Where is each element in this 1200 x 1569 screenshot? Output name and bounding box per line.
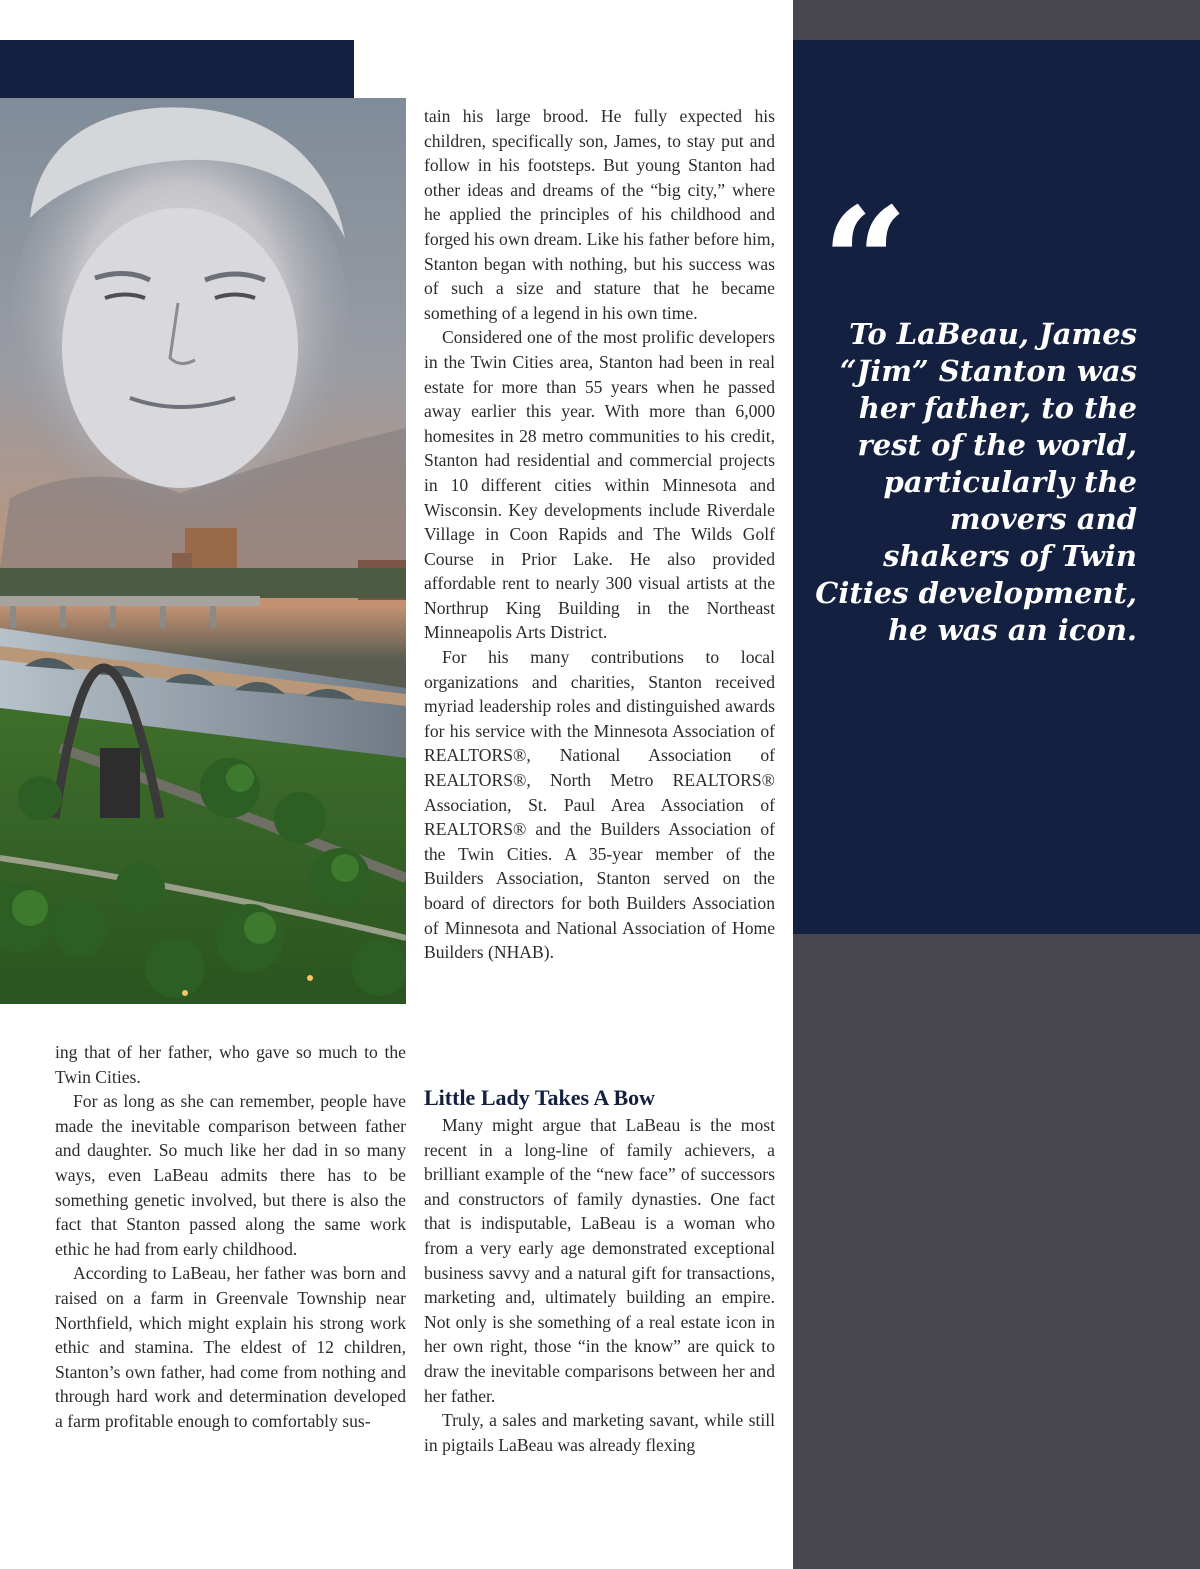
quote-mark-icon: “	[822, 175, 909, 351]
article-column-middle-bottom	[424, 1113, 775, 1457]
paragraph: For his many contributions to local organizations and charities, Stanton received myriad leadership roles and distinguished awards for his service with the Minnesota Association of REALTORS®, National Association of REALTORS®, North Metro REALTORS® Association, St. Paul Area Association of REALTORS® and the Builders Association of the Twin Cities. A 35-year member of the Builders Association, Stanton served on the board of directors for both Builders Association of Minnesota and National Association of Home Builders (NHAB).	[424, 647, 775, 963]
article-column-left	[55, 1040, 406, 1434]
paragraph: tain his large brood. He fully expected his children, specifically son, James, to stay put and follow in his footsteps. But young Stanton had other ideas and dreams of the “big city,” where he applied the principles of his childhood and forged his own dream. Like his father before him, Stanton began with nothing, but his success was of such a size and stature that he became something of a legend in his own time.	[424, 106, 775, 323]
paragraph: Truly, a sales and marketing savant, while still in pigtails LaBeau was already flexing	[424, 1410, 775, 1455]
article-column-middle-top	[424, 104, 775, 965]
section-heading: Little Lady Takes A Bow	[424, 1085, 656, 1110]
pull-quote: To LaBeau, James “Jim” Stanton was her father, to the rest of the world, particularly the movers and shakers of Twin Cities development, he was an icon.	[815, 317, 1137, 647]
paragraph: ing that of her father, who gave so much to the Twin Cities.	[55, 1042, 406, 1087]
paragraph: Many might argue that LaBeau is the most recent in a long-line of family achievers, a brilliant example of the “new face” of successors and constructors of family dynasties. One fact that is indisputable, LaBeau is a woman who from a very early age demonstrated exceptional business savvy and a natural gift for transactions, marketing and, ultimately building an empire. Not only is she something of a real estate icon in her own right, those “in the know” are quick to draw the inevitable comparisons between her and her father.	[424, 1115, 775, 1406]
paragraph: According to LaBeau, her father was born and raised on a farm in Greenvale Township near Northfield, which might explain his strong work ethic and stamina. The eldest of 12 children, Stanton’s own father, had come from nothing and through hard work and determination developed a farm profitable enough to comfortably sus-	[55, 1263, 406, 1431]
header-bar	[0, 40, 354, 98]
paragraph: For as long as she can remember, people have made the inevitable comparison between father and daughter. So much like her dad in so many ways, even LaBeau admits there has to be something genetic involved, but there is also the fact that Stanton passed along the same work ethic he had from early childhood.	[55, 1091, 406, 1259]
paragraph: Considered one of the most prolific developers in the Twin Cities area, Stanton had been in real estate for more than 55 years when he passed away earlier this year. With more than 6,000 homesites in 28 metro communities to his credit, Stanton had residential and commercial projects in 10 different cities within Minnesota and Wisconsin. Key developments include Riverdale Village in Coon Rapids and The Wilds Golf Course in Prior Lake. He also provided affordable rent to nearly 300 visual artists at the Northrup King Building in the Northeast Minneapolis Arts District.	[424, 327, 775, 643]
portrait-cityscape-photo	[0, 98, 406, 1004]
